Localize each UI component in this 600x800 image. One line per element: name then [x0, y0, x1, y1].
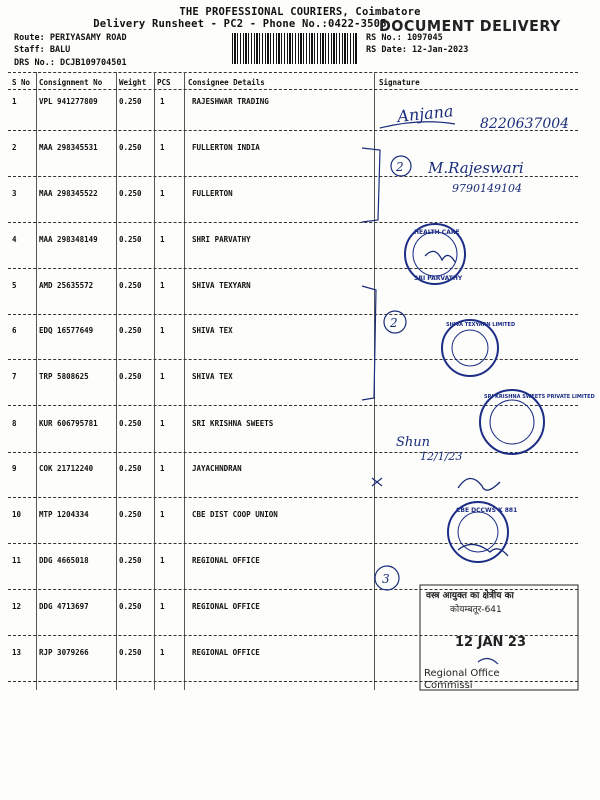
row-consignment-no: DDG 4713697: [39, 602, 89, 611]
circle-num-row11: 3: [382, 572, 390, 586]
row-consignment-no: TRP 5808625: [39, 372, 89, 381]
seal-signature: [425, 251, 455, 262]
row-weight: 0.250: [119, 648, 142, 657]
row-weight: 0.250: [119, 419, 142, 428]
col-header-pcs: PCS: [157, 78, 171, 87]
signature-row2: M.Rajeswari: [428, 159, 524, 177]
circle-num-row2: 2: [396, 160, 404, 174]
col-header-consignment: Consignment No: [39, 78, 103, 87]
row-weight: 0.250: [119, 281, 142, 290]
rs-date: RS Date: 12-Jan-2023: [366, 45, 469, 55]
row-consignment-no: EDQ 16577649: [39, 326, 94, 335]
row-weight: 0.250: [119, 510, 142, 519]
row-rule: [8, 130, 578, 131]
row-sno: 13: [12, 648, 22, 657]
row-consignment-no: COK 21712240: [39, 464, 94, 473]
phone-row2: 9790149104: [452, 182, 522, 195]
row-sno: 7: [12, 372, 17, 381]
row-consignee: JAYACHNDRAN: [192, 464, 242, 473]
row-consignee: SHIVA TEX: [192, 372, 233, 381]
row-pcs: 1: [160, 326, 165, 335]
row-pcs: 1: [160, 143, 165, 152]
signature-row8: Shun: [396, 435, 431, 450]
health-care-seal: [405, 224, 465, 284]
row-rule: [8, 497, 578, 498]
row-rule: [8, 543, 578, 544]
date-row8: 12/1/23: [420, 450, 463, 463]
row-consignment-no: KUR 606795781: [39, 419, 98, 428]
row-rule: [8, 635, 578, 636]
seal-coop: CBE DCCWS K 881: [456, 507, 518, 514]
signature-row10: [458, 544, 508, 556]
row-rule: [8, 222, 578, 223]
row-sno: 6: [12, 326, 17, 335]
row-weight: 0.250: [119, 326, 142, 335]
row-sno: 8: [12, 419, 17, 428]
row-pcs: 1: [160, 510, 165, 519]
row-pcs: 1: [160, 464, 165, 473]
row-consignment-no: MTP 1204334: [39, 510, 89, 519]
stamp-date: 12 JAN 23: [455, 635, 527, 650]
circled-number: [391, 156, 411, 176]
texyarn-seal: [442, 320, 498, 376]
stamp-en-line2: Commissi: [424, 680, 473, 691]
row-consignee: RAJESHWAR TRADING: [192, 97, 269, 106]
col-divider: [374, 72, 375, 690]
row-sno: 10: [12, 510, 22, 519]
seal-texyarn: SHIVA TEXYARN LIMITED: [446, 322, 516, 328]
row-weight: 0.250: [119, 189, 142, 198]
col-header-weight: Weight: [119, 78, 147, 87]
row-rule: [8, 314, 578, 315]
row-weight: 0.250: [119, 556, 142, 565]
seal-inner-ring: [413, 232, 457, 276]
seal-sweets: SRI KRISHNA SWEETS PRIVATE LIMITED: [484, 394, 595, 400]
col-divider: [154, 72, 155, 690]
row-consignee: SHIVA TEXYARN: [192, 281, 251, 290]
col-header-consignee: Consignee Details: [188, 78, 265, 87]
row-pcs: 1: [160, 372, 165, 381]
bracket-rows-2-3: [362, 148, 380, 222]
row-sno: 12: [12, 602, 22, 611]
row-weight: 0.250: [119, 602, 142, 611]
row-consignee: FULLERTON INDIA: [192, 143, 260, 152]
row-pcs: 1: [160, 97, 165, 106]
row-weight: 0.250: [119, 464, 142, 473]
seal-inner-ring: [490, 400, 534, 444]
signature-row9: [458, 478, 500, 490]
staff: Staff: BALU: [14, 45, 71, 55]
row-pcs: 1: [160, 189, 165, 198]
signature-row1: Anjana: [396, 101, 455, 126]
circled-number: [375, 566, 399, 590]
row-consignee: REGIONAL OFFICE: [192, 556, 260, 565]
col-divider: [184, 72, 185, 690]
phone-row1: 8220637004: [480, 116, 570, 132]
row-sno: 5: [12, 281, 17, 290]
row-pcs: 1: [160, 556, 165, 565]
col-divider: [116, 72, 117, 690]
row-consignee: CBE DIST COOP UNION: [192, 510, 278, 519]
row-weight: 0.250: [119, 143, 142, 152]
seal-inner-ring: [458, 512, 498, 552]
row-consignment-no: VPL 941277809: [39, 97, 98, 106]
row-consignee: FULLERTON: [192, 189, 233, 198]
sweets-seal: [480, 390, 544, 454]
seal-health-care: HEALTH CARE: [414, 229, 460, 236]
signature-underline: [380, 122, 455, 128]
col-header-signature: Signature: [379, 78, 420, 87]
stamp-city: कोयम्बतूर-641: [450, 605, 502, 615]
row-sno: 1: [12, 97, 17, 106]
row-sno: 2: [12, 143, 17, 152]
col-divider: [36, 72, 37, 690]
row-rule: [8, 268, 578, 269]
drs-number: DRS No.: DCJB109704501: [14, 58, 127, 68]
row-consignment-no: AMD 25635572: [39, 281, 94, 290]
row-sno: 9: [12, 464, 17, 473]
office-stamp-box: [420, 585, 578, 690]
row-pcs: 1: [160, 419, 165, 428]
row-consignee: SHRI PARVATHY: [192, 235, 251, 244]
row-rule: [8, 359, 578, 360]
stamp-hindi: वस्त्र आयुक्त का क्षेत्रीय का: [426, 591, 514, 601]
row-rule: [8, 176, 578, 177]
coop-seal: [448, 502, 508, 562]
row-pcs: 1: [160, 281, 165, 290]
rs-number: RS No.: 1097045: [366, 33, 443, 43]
row-consignment-no: DDG 4665018: [39, 556, 89, 565]
document-delivery-stamp: DOCUMENT DELIVERY: [379, 17, 561, 35]
row-sno: 3: [12, 189, 17, 198]
header-bottom-rule: [8, 89, 578, 90]
row-consignee: REGIONAL OFFICE: [192, 648, 260, 657]
row-rule: [8, 681, 578, 682]
row-consignment-no: MAA 298345522: [39, 189, 98, 198]
row-consignment-no: MAA 298348149: [39, 235, 98, 244]
stamp-signature: [478, 658, 498, 664]
route: Route: PERIYASAMY ROAD: [14, 33, 127, 43]
header-rule: [8, 72, 578, 73]
row-weight: 0.250: [119, 372, 142, 381]
row-weight: 0.250: [119, 97, 142, 106]
stamp-en-line1: Regional Office: [424, 668, 500, 679]
row-consignee: SHIVA TEX: [192, 326, 233, 335]
seal-parvathy: SRI PARVATHY: [414, 275, 463, 282]
row-weight: 0.250: [119, 235, 142, 244]
row-consignee: REGIONAL OFFICE: [192, 602, 260, 611]
company-title: THE PROFESSIONAL COURIERS, Coimbatore: [179, 6, 421, 18]
seal-inner-ring: [452, 330, 488, 366]
row-pcs: 1: [160, 648, 165, 657]
row-rule: [8, 589, 578, 590]
barcode: [232, 33, 358, 64]
row-consignment-no: MAA 298345531: [39, 143, 98, 152]
row-pcs: 1: [160, 235, 165, 244]
row-consignee: SRI KRISHNA SWEETS: [192, 419, 274, 428]
row-sno: 11: [12, 556, 22, 565]
row-pcs: 1: [160, 602, 165, 611]
row-rule: [8, 452, 578, 453]
col-header-sno: S No: [12, 78, 31, 87]
row-consignment-no: RJP 3079266: [39, 648, 89, 657]
circle-num-row6: 2: [390, 316, 398, 330]
runsheet-title: Delivery Runsheet - PC2 - Phone No.:0422-3505: [93, 18, 387, 30]
row-sno: 4: [12, 235, 17, 244]
row-rule: [8, 405, 578, 406]
